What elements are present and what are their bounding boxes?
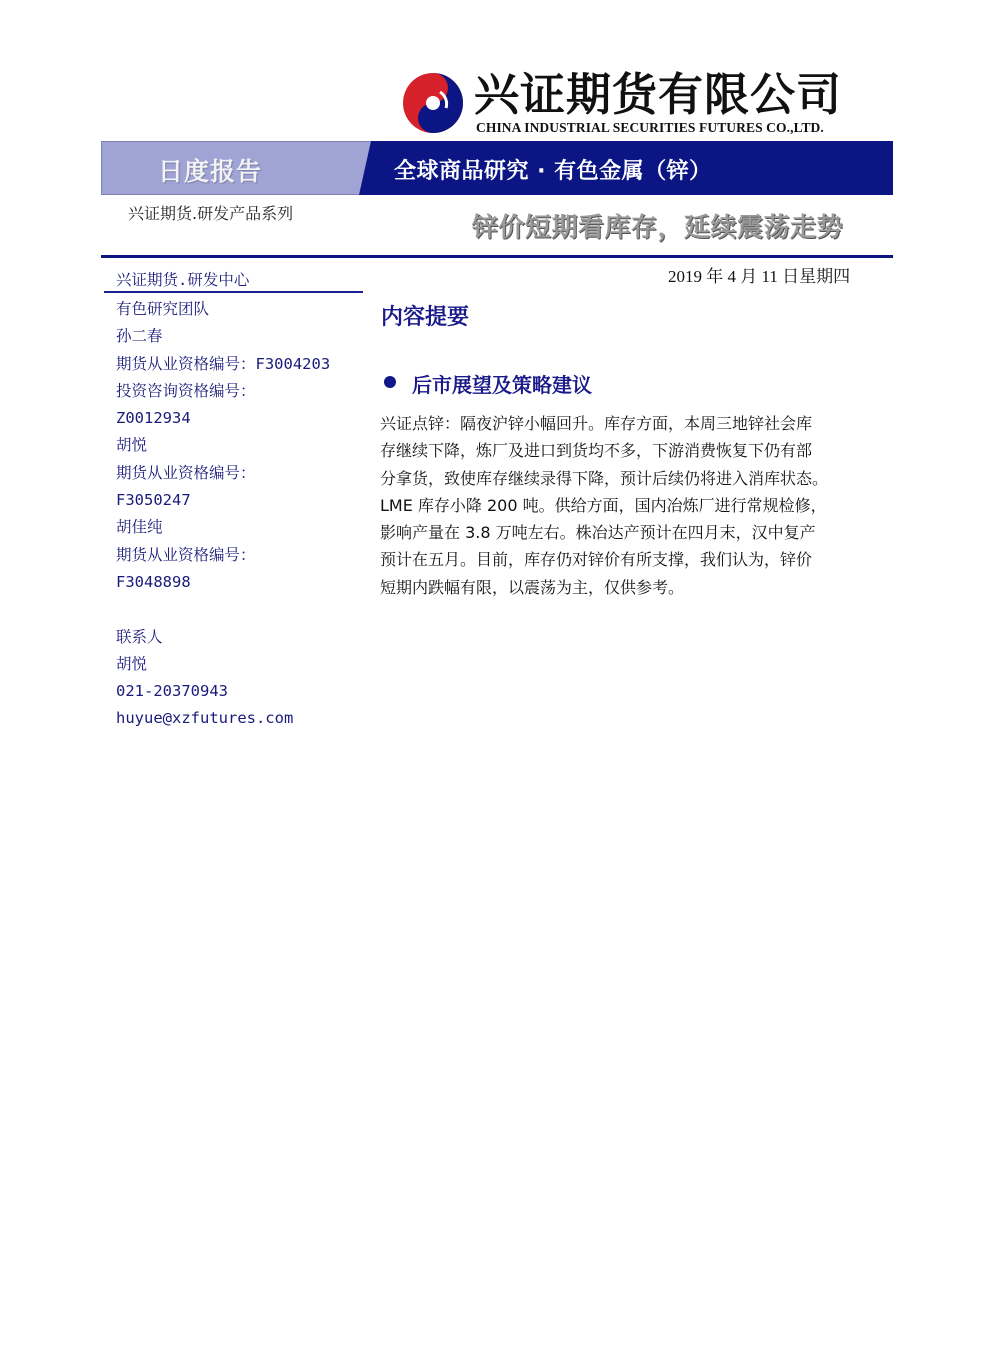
paragraph-line: 分拿货，致使库存继续录得下降，预计后续仍将进入消库状态。 xyxy=(380,468,829,488)
paragraph-line: 兴证点锌：隔夜沪锌小幅回升。库存方面，本周三地锌社会库 xyxy=(380,414,813,433)
bullet-icon xyxy=(384,376,396,388)
sidebar-line: 期货从业资格编号： xyxy=(116,463,256,482)
company-name-cn: 兴证期货有限公司 xyxy=(474,68,843,121)
sidebar-line: 有色研究团队 xyxy=(116,300,210,318)
summary-paragraph xyxy=(380,410,875,601)
report-type-label: 日度报告 xyxy=(158,157,263,186)
paragraph-line: 短期内跌幅有限，以震荡为主，仅供参考。 xyxy=(380,577,685,597)
sidebar-line: F3050247 xyxy=(116,491,191,510)
section-title: 内容提要 xyxy=(381,305,470,330)
paragraph-line: 影响产量在 3.8 万吨左右。株冶达产预计在四月末，汉中复产 xyxy=(380,523,816,543)
report-headline: 锌价短期看库存，延续震荡走势 xyxy=(472,213,844,243)
product-series-label: 兴证期货.研发产品系列 xyxy=(128,204,294,223)
sidebar-line: 胡悦 xyxy=(116,436,148,455)
paragraph-line: 预计在五月。目前，库存仍对锌价有所支撑，我们认为，锌价 xyxy=(380,550,813,570)
sidebar-author-list xyxy=(116,296,366,733)
report-category-label: 全球商品研究 · 有色金属（锌） xyxy=(394,159,712,184)
sidebar-line: 期货从业资格编号：F3004203 xyxy=(116,354,331,373)
sidebar-line: F3048898 xyxy=(116,572,191,591)
company-name-en: CHINA INDUSTRIAL SECURITIES FUTURES CO.,LTD. xyxy=(476,120,824,135)
subsection-title: 后市展望及策略建议 xyxy=(412,373,592,397)
contact-name: 胡悦 xyxy=(116,654,148,673)
header-divider xyxy=(101,255,893,258)
contact-phone: 021-20370943 xyxy=(116,682,228,701)
paragraph-line: LME 库存小降 200 吨。供给方面，国内冶炼厂进行常规检修， xyxy=(380,495,827,515)
sidebar-line: Z0012934 xyxy=(116,409,191,428)
sidebar-line: 孙二春 xyxy=(116,327,163,346)
sidebar-line: 期货从业资格编号： xyxy=(116,545,256,564)
report-date: 2019 年 4 月 11 日星期四 xyxy=(668,267,851,286)
sidebar-divider xyxy=(104,291,363,293)
contact-label: 联系人 xyxy=(116,627,163,646)
sidebar-title: 兴证期货.研发中心 xyxy=(116,271,250,289)
sidebar-line: 胡佳纯 xyxy=(116,518,163,537)
paragraph-line: 存继续下降，炼厂及进口到货均不多，下游消费恢复下仍有部 xyxy=(380,441,813,461)
contact-email[interactable]: huyue@xzfutures.com xyxy=(116,709,294,728)
banner-left-panel xyxy=(101,141,373,195)
sidebar-line: 投资咨询资格编号： xyxy=(116,381,256,400)
sidebar-spacer xyxy=(116,596,366,623)
company-logo-icon xyxy=(402,72,464,134)
